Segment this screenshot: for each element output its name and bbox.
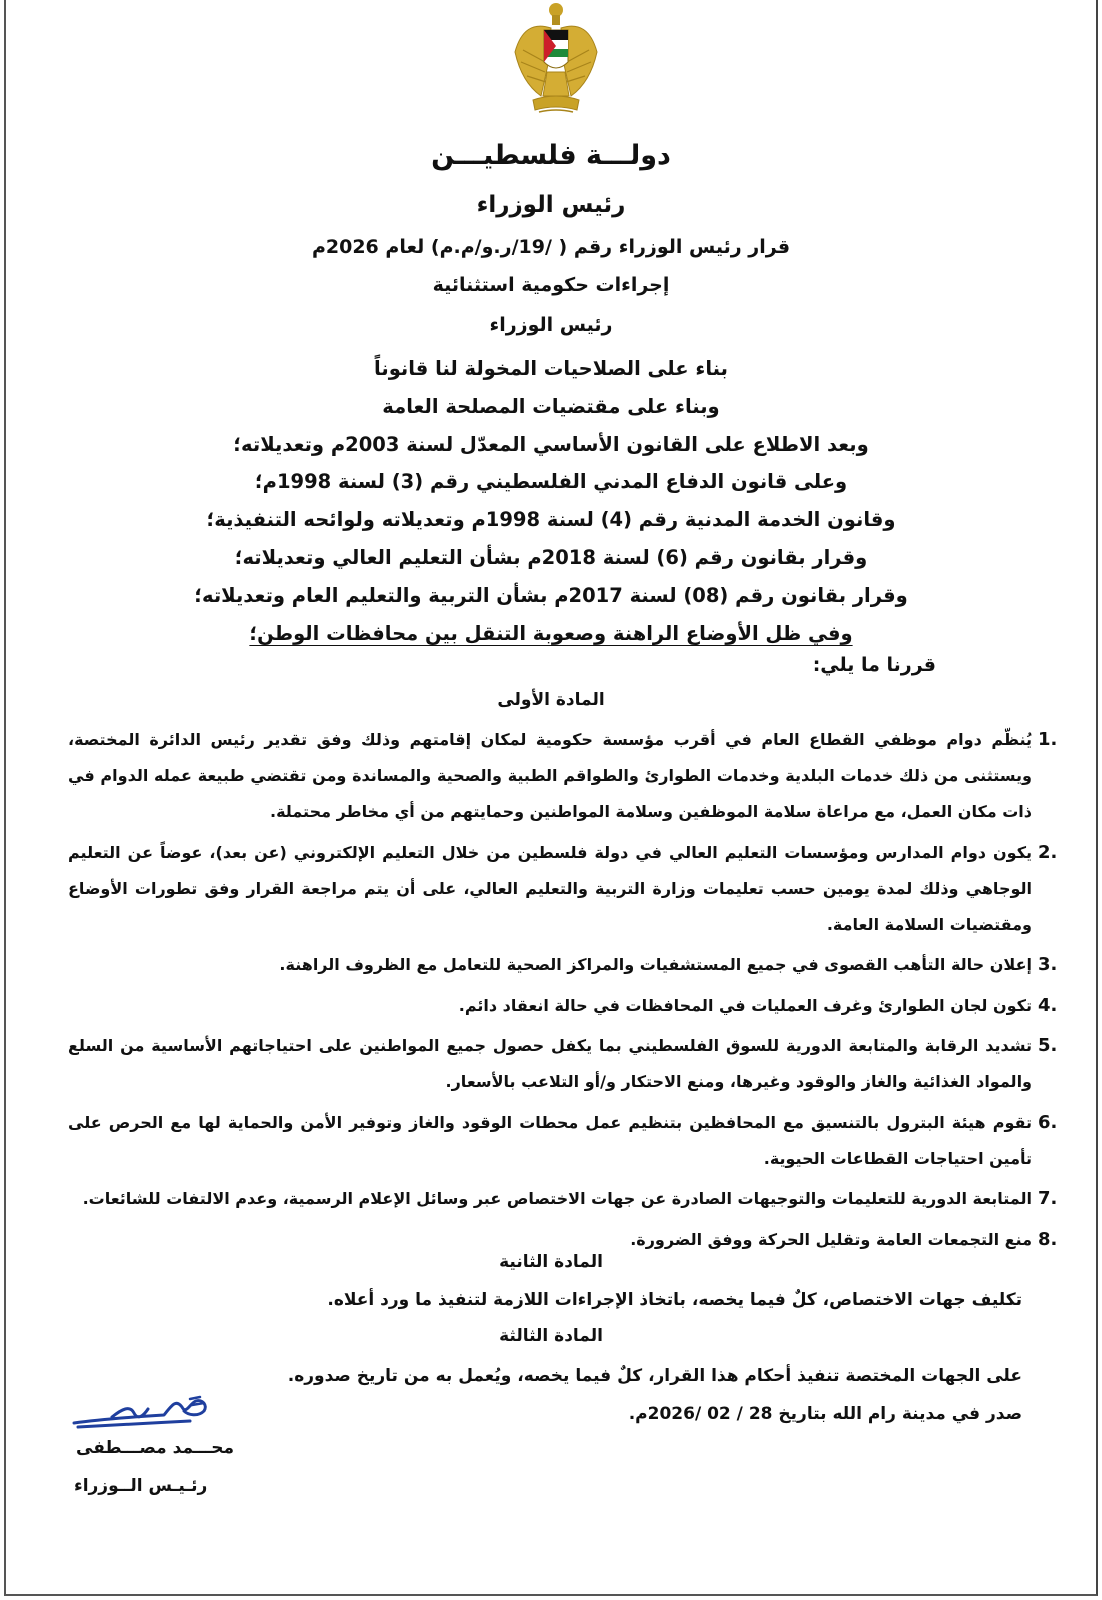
preamble-line: وقرار بقانون رقم (08) لسنة 2017م بشأن التربية والتعليم العام وتعديلاته؛ (194, 583, 908, 607)
preamble-line: وعلى قانون الدفاع المدني الفلسطيني رقم (3) لسنة 1998م؛ (254, 470, 848, 494)
list-item (68, 947, 1068, 983)
article-1-items (68, 722, 1068, 1262)
article-3-text: على الجهات المختصة تنفيذ أحكام هذا القرار، كلٌ فيما يخصه، ويُعمل به من تاريخ صدوره. (287, 1366, 1022, 1386)
item-text: إعلان حالة التأهب القصوى في جميع المستشفيات والمراكز الصحية للتعامل مع الظروف الراهنة. (279, 955, 1032, 974)
preamble-line (6, 615, 1096, 653)
preamble-line: وقانون الخدمة المدنية رقم (4) لسنة 1998م وتعديلاته ولوائحه التنفيذية؛ (206, 508, 896, 532)
preamble-line: وبعد الاطلاع على القانون الأساسي المعدّل لسنة 2003م وتعديلاته؛ (233, 432, 869, 456)
list-item (68, 722, 1068, 830)
list-item (68, 1105, 1068, 1177)
article-2-text: تكليف جهات الاختصاص، كلٌ فيما يخصه، باتخاذ الإجراءات اللازمة لتنفيذ ما ورد أعلاه. (327, 1290, 1022, 1310)
item-number: 4. (1038, 994, 1058, 1016)
item-number: 1. (1038, 729, 1058, 750)
item-text: منع التجمعات العامة وتقليل الحركة ووفق الضرورة. (630, 1229, 1032, 1249)
item-text: تشديد الرقابة والمتابعة الدورية للسوق الفلسطيني بما يكفل حصول جميع المواطنين على احتياجاتهم الأساسية من السلع والمواد الغذائية والغاز والوقود وغيرها، ومنع الاحتكار و/أو التلاعب بالأسعار. (68, 1036, 1032, 1091)
decision-subject: إجراءات حكومية استثنائية (432, 274, 670, 296)
list-item (68, 1181, 1068, 1217)
signatory-name: محـــمد مصـــطفى (76, 1438, 235, 1458)
letterhead (6, 0, 1096, 128)
item-number: 3. (1038, 954, 1058, 975)
item-number: 2. (1038, 841, 1058, 863)
issuer-title: رئيس الوزراء (489, 314, 613, 336)
preamble-line: بناء على الصلاحيات المخولة لنا قانوناً (374, 357, 728, 380)
issue-place-date: صدر في مدينة رام الله بتاريخ 28 / 02 /2026م. (628, 1404, 1022, 1424)
item-text: تكون لجان الطوارئ وغرف العمليات في المحافظات في حالة انعقاد دائم. (458, 995, 1032, 1015)
item-number: 8. (1038, 1228, 1058, 1250)
preamble-line: وبناء على مقتضيات المصلحة العامة (382, 394, 720, 418)
article-3-heading: المادة الثالثة (499, 1326, 603, 1346)
article-1-heading: المادة الأولى (497, 690, 605, 710)
signatory-title: رئـيـس الــوزراء (74, 1476, 208, 1496)
article-2-heading: المادة الثانية (499, 1252, 603, 1272)
resolution-intro: قررنا ما يلي: (812, 654, 936, 676)
list-item (68, 988, 1068, 1024)
preamble-underlined: وفي ظل الأوضاع الراهنة وصعوبة التنقل بين محافظات الوطن؛ (249, 621, 853, 645)
palestine-eagle-emblem-icon (511, 0, 601, 122)
preamble (6, 350, 1096, 652)
decree-page (4, 0, 1098, 1596)
handwritten-signature-icon (72, 1395, 212, 1435)
list-item (68, 835, 1068, 943)
decision-number: قرار رئيس الوزراء رقم ( /19/ر.و/م.م) لعام 2026م (311, 236, 791, 258)
item-text: المتابعة الدورية للتعليمات والتوجيهات الصادرة عن جهات الاختصاص عبر وسائل الإعلام الرسمية، وعدم الالتفات للشائعات. (82, 1189, 1032, 1208)
item-text: تقوم هيئة البترول بالتنسيق مع المحافظين بتنظيم عمل محطات الوقود والغاز وتوفير الأمن والحماية لها مع الحرص على تأمين احتياجات القطاعات الحيوية. (68, 1112, 1032, 1168)
item-number: 6. (1038, 1111, 1058, 1133)
item-text: يُنظّم دوام موظفي القطاع العام في أقرب مؤسسة حكومية لمكان إقامتهم وذلك وفق تقدير رئيس الدائرة المختصة، ويستثنى من ذلك خدمات البلدية وخدمات الطوارئ والطواقم الطبية والصحية والمساندة ومن تقتضي طبيعة عمله الدوام في ذات مكان العمل، مع مراعاة سلامة الموظفين وسلامة المواطنين وحمايتهم من أي مخاطر محتملة. (68, 730, 1032, 821)
item-number: 7. (1038, 1188, 1058, 1209)
preamble-line: وقرار بقانون رقم (6) لسنة 2018م بشأن التعليم العالي وتعديلاته؛ (234, 545, 868, 569)
list-item (68, 1028, 1068, 1100)
item-text: يكون دوام المدارس ومؤسسات التعليم العالي في دولة فلسطين من خلال التعليم الإلكتروني (عن بعد)، عوضاً عن التعليم الوجاهي وذلك لمدة يومين حسب تعليمات وزارة التربية والتعليم العالي، على أن يتم مراجعة القرار وفق تطورات الأوضاع ومقتضيات السلامة العامة. (68, 842, 1032, 934)
item-number: 5. (1038, 1035, 1058, 1056)
prime-minister-heading: رئيس الوزراء (476, 192, 626, 218)
state-name-heading: دولـــة فلسطيـــن (431, 140, 671, 171)
